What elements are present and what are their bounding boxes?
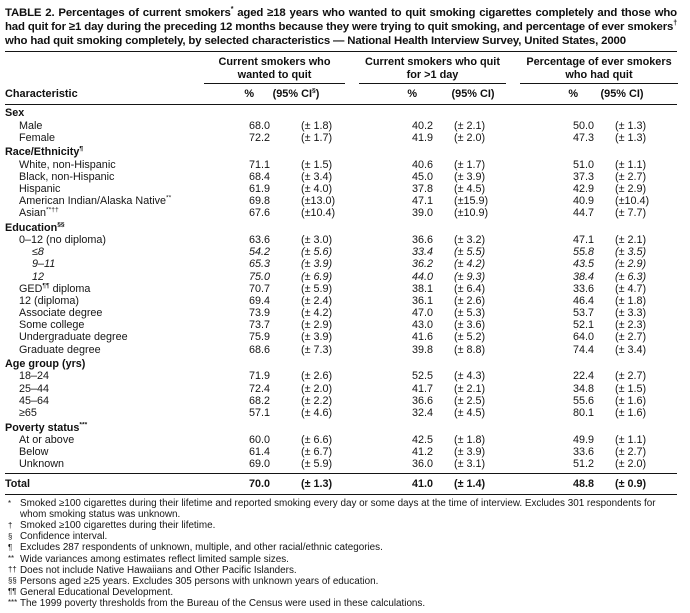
ci-value: (± 2.2) [301, 394, 333, 407]
percent-value: 70.7 [248, 282, 270, 295]
footnote-text: General Educational Development. [20, 586, 174, 598]
ci-value: (± 3.9) [454, 445, 486, 458]
pct-column-header-3: % [568, 87, 578, 100]
ci-value: (±10.9) [454, 207, 489, 220]
ci-value: (± 2.7) [615, 331, 647, 344]
row-label: Race/Ethnicity¶ [5, 145, 84, 159]
percent-value: 33.6 [572, 282, 594, 295]
ci-value: (± 4.0) [301, 182, 333, 195]
column-subheader-row [5, 84, 677, 104]
percent-value: 38.4 [572, 270, 594, 283]
percent-value: 36.2 [411, 258, 433, 271]
percent-value: 72.4 [248, 382, 270, 395]
percent-value: 41.2 [411, 445, 433, 458]
percent-value: 51.0 [572, 158, 594, 171]
ci-value: (± 2.0) [615, 458, 647, 471]
footnote-text: The 1999 poverty thresholds from the Bureau of the Census were used in these calculations. [20, 597, 426, 609]
percent-value: 49.9 [572, 433, 594, 446]
ci-value: (±10.4) [301, 207, 336, 220]
ci-value: (± 2.6) [454, 294, 486, 307]
ci-value: (± 9.3) [454, 270, 486, 283]
percent-value: 40.2 [411, 119, 433, 132]
ci-value: (± 4.5) [454, 182, 486, 195]
footnote [5, 554, 677, 565]
row-label: Female [19, 131, 56, 144]
row-label: Male [19, 119, 43, 132]
table-row [5, 395, 677, 407]
table-row [5, 295, 677, 307]
percent-value: 74.4 [572, 343, 594, 356]
percent-value: 39.0 [411, 207, 433, 220]
table-row [5, 446, 677, 458]
ci-value: (± 2.7) [615, 370, 647, 383]
footnote [5, 498, 677, 520]
ci-value: (± 2.7) [615, 445, 647, 458]
percent-value: 36.0 [411, 458, 433, 471]
ci-value: (± 1.5) [301, 158, 333, 171]
row-label: 45–64 [19, 394, 50, 407]
percent-value: 41.7 [411, 382, 433, 395]
ci-value: (± 2.3) [615, 319, 647, 332]
pct-column-header-1: % [244, 87, 254, 100]
footnote-text: Smoked ≥100 cigarettes during their lifetime and reported smoking every day or some days at the time of interview. Excludes 301 respondents for whom smoking status was unknown. [20, 498, 656, 521]
ci-value: (± 1.6) [615, 406, 647, 419]
table-row [5, 307, 677, 319]
percent-value: 41.0 [411, 477, 433, 490]
percent-value: 68.6 [248, 343, 270, 356]
percent-value: 40.6 [411, 158, 433, 171]
percent-value: 61.9 [248, 182, 270, 195]
footnote [5, 576, 677, 587]
row-label: ≤8 [32, 246, 44, 259]
percent-value: 65.3 [248, 258, 270, 271]
ci-value: (± 2.0) [454, 131, 486, 144]
ci-value: (± 1.3) [615, 131, 647, 144]
percent-value: 38.1 [411, 282, 433, 295]
percent-value: 71.9 [248, 370, 270, 383]
footnotes [5, 498, 677, 609]
section-row [5, 144, 677, 159]
footnote [5, 542, 677, 553]
footnote-text: Persons aged ≥25 years. Excludes 305 persons with unknown years of education. [20, 575, 379, 587]
row-label: Total [5, 477, 30, 490]
ci-value: (± 3.4) [301, 170, 333, 183]
percent-value: 67.6 [248, 207, 270, 220]
ci-column-header-3: (95% CI) [600, 87, 644, 100]
percent-value: 47.0 [411, 307, 433, 320]
percent-value: 45.0 [411, 170, 433, 183]
row-label: ≥65 [19, 406, 37, 419]
ci-value: (± 3.0) [301, 234, 333, 247]
table-top-rule [5, 51, 677, 52]
ci-value: (± 2.7) [615, 170, 647, 183]
table-title: TABLE 2. Percentages of current smokers* aged ≥18 years who wanted to quit smoking cigarettes completely and those who had quit for ≥1 day during the preceding 12 months because they were trying to quit smoking, and percentage of ever smokers† who had quit smoking completely, by selected characteristics — National Health Interview Survey, United States, 2000 [5, 6, 678, 47]
row-label: Asian**†† [19, 206, 59, 220]
ci-value: (± 5.3) [454, 307, 486, 320]
ci-value: (± 3.5) [615, 246, 647, 259]
ci-value: (± 3.2) [454, 234, 486, 247]
table-row [5, 407, 677, 419]
footnote-marker: ¶ [8, 542, 13, 552]
row-label: Black, non-Hispanic [19, 170, 115, 183]
row-label: 18–24 [19, 370, 50, 383]
ci-value: (± 1.5) [615, 382, 647, 395]
ci-value: (± 2.1) [454, 119, 486, 132]
ci-value: (± 1.3) [615, 119, 647, 132]
characteristic-column-header: Characteristic [5, 87, 78, 100]
ci-value: (± 5.6) [301, 246, 333, 259]
percent-value: 40.9 [572, 195, 594, 208]
percent-value: 61.4 [248, 445, 270, 458]
percent-value: 68.2 [248, 394, 270, 407]
ci-value: (± 5.9) [301, 282, 333, 295]
ci-value: (± 1.8) [454, 433, 486, 446]
percent-value: 73.9 [248, 307, 270, 320]
table-row [5, 195, 677, 207]
ci-value: (± 3.4) [615, 343, 647, 356]
column-group-ever-smokers-quit: Percentage of ever smokers who had quit [520, 56, 678, 83]
table-row [5, 132, 677, 144]
table-row [5, 283, 677, 295]
percent-value: 36.6 [411, 394, 433, 407]
table-row [5, 434, 677, 446]
percent-value: 80.1 [572, 406, 594, 419]
ci-value: (± 3.9) [301, 331, 333, 344]
percent-value: 63.6 [248, 234, 270, 247]
percent-value: 42.9 [572, 182, 594, 195]
column-group-wanted-to-quit: Current smokers who wanted to quit [204, 56, 345, 83]
percent-value: 52.1 [572, 319, 594, 332]
percent-value: 69.4 [248, 294, 270, 307]
percent-value: 52.5 [411, 370, 433, 383]
ci-value: (± 4.2) [454, 258, 486, 271]
ci-value: (±15.9) [454, 195, 489, 208]
row-label: Undergraduate degree [19, 331, 128, 344]
row-label: Unknown [19, 458, 65, 471]
section-row [5, 356, 677, 371]
percent-value: 47.1 [572, 234, 594, 247]
ci-value: (± 2.1) [454, 382, 486, 395]
table-row [5, 246, 677, 258]
row-label: 25–44 [19, 382, 50, 395]
footnote-marker: *** [8, 598, 18, 608]
ci-value: (± 5.2) [454, 331, 486, 344]
row-label: Age group (yrs) [5, 358, 86, 371]
row-label: 0–12 (no diploma) [19, 234, 107, 247]
table-row [5, 120, 677, 132]
ci-value: (± 4.5) [454, 406, 486, 419]
row-label: Below [19, 445, 49, 458]
ci-value: (± 1.1) [615, 433, 647, 446]
footnote [5, 520, 677, 531]
ci-value: (±10.4) [615, 195, 650, 208]
column-group-row [5, 56, 677, 83]
footnote [5, 565, 677, 576]
ci-column-header-2: (95% CI) [451, 87, 495, 100]
ci-value: (± 2.4) [301, 294, 333, 307]
percent-value: 37.8 [411, 182, 433, 195]
section-row [5, 219, 677, 234]
footnote-text: Smoked ≥100 cigarettes during their lifetime. [20, 520, 216, 532]
percent-value: 44.0 [411, 270, 433, 283]
percent-value: 60.0 [248, 433, 270, 446]
footnote [5, 598, 677, 609]
ci-value: (± 5.5) [454, 246, 486, 259]
footnote-marker: * [8, 498, 12, 508]
table-row [5, 234, 677, 246]
table-row [5, 383, 677, 395]
ci-value: (± 2.0) [301, 382, 333, 395]
ci-value: (± 5.9) [301, 458, 333, 471]
row-label: 12 (diploma) [19, 294, 80, 307]
ci-value: (±13.0) [301, 195, 336, 208]
section-row [5, 105, 677, 120]
row-label: Associate degree [19, 307, 103, 320]
ci-value: (± 1.4) [454, 477, 486, 490]
table-row [5, 319, 677, 331]
row-label: American Indian/Alaska Native** [19, 194, 172, 208]
table-row [5, 159, 677, 171]
ci-value: (± 1.1) [615, 158, 647, 171]
section-row [5, 419, 677, 434]
column-group-quit-1-day: Current smokers who quit for >1 day [359, 56, 506, 83]
ci-value: (± 2.9) [615, 182, 647, 195]
percent-value: 51.2 [572, 458, 594, 471]
ci-value: (± 3.9) [301, 258, 333, 271]
percent-value: 36.1 [411, 294, 433, 307]
ci-value: (± 2.6) [301, 370, 333, 383]
table-header [5, 56, 677, 103]
table-row [5, 344, 677, 356]
percent-value: 43.0 [411, 319, 433, 332]
percent-value: 50.0 [572, 119, 594, 132]
footnote [5, 587, 677, 598]
percent-value: 55.6 [572, 394, 594, 407]
percent-value: 42.5 [411, 433, 433, 446]
percent-value: 71.1 [248, 158, 270, 171]
footnote-marker: ¶¶ [8, 587, 17, 597]
percent-value: 41.6 [411, 331, 433, 344]
ci-value: (± 4.3) [454, 370, 486, 383]
percent-value: 34.8 [572, 382, 594, 395]
percent-value: 36.6 [411, 234, 433, 247]
footnote [5, 531, 677, 542]
ci-value: (± 6.9) [301, 270, 333, 283]
row-label: GED¶¶ diploma [19, 282, 91, 295]
table-row [5, 331, 677, 343]
row-label: White, non-Hispanic [19, 158, 116, 171]
footnote-text: Confidence interval. [20, 531, 108, 543]
table-row [5, 207, 677, 219]
footnote-marker: § [8, 531, 13, 541]
table-row [5, 370, 677, 382]
percent-value: 37.3 [572, 170, 594, 183]
ci-value: (± 4.2) [301, 307, 333, 320]
ci-value: (± 8.8) [454, 343, 486, 356]
table-body [5, 105, 677, 495]
pct-column-header-2: % [407, 87, 417, 100]
percent-value: 73.7 [248, 319, 270, 332]
ci-value: (± 3.6) [454, 319, 486, 332]
row-label: Education§§ [5, 221, 65, 234]
ci-value: (± 4.6) [301, 406, 333, 419]
percent-value: 39.8 [411, 343, 433, 356]
table-row [5, 183, 677, 195]
ci-value: (± 2.1) [615, 234, 647, 247]
table-row [5, 271, 677, 283]
footnote-text: Does not include Native Hawaiians and Other Pacific Islanders. [20, 564, 297, 576]
ci-value: (± 1.7) [454, 158, 486, 171]
footnote-text: Excludes 287 respondents of unknown, multiple, and other racial/ethnic categories. [20, 542, 383, 554]
row-label: Some college [19, 319, 85, 332]
percent-value: 70.0 [248, 477, 270, 490]
ci-value: (± 4.7) [615, 282, 647, 295]
percent-value: 46.4 [572, 294, 594, 307]
ci-value: (± 6.4) [454, 282, 486, 295]
percent-value: 33.6 [572, 445, 594, 458]
ci-value: (± 3.9) [454, 170, 486, 183]
row-label: Hispanic [19, 182, 61, 195]
percent-value: 44.7 [572, 207, 594, 220]
percent-value: 57.1 [248, 406, 270, 419]
ci-column-header-1: (95% CI§) [272, 87, 320, 100]
percent-value: 55.8 [572, 246, 594, 259]
percent-value: 64.0 [572, 331, 594, 344]
ci-value: (± 0.9) [615, 477, 647, 490]
table-row [5, 171, 677, 183]
percent-value: 69.8 [248, 195, 270, 208]
ci-value: (± 6.6) [301, 433, 333, 446]
total-row [5, 473, 677, 495]
percent-value: 69.0 [248, 458, 270, 471]
footnote-marker: ** [8, 554, 15, 564]
ci-value: (± 1.7) [301, 131, 333, 144]
percent-value: 75.0 [248, 270, 270, 283]
ci-value: (± 7.3) [301, 343, 333, 356]
percent-value: 53.7 [572, 307, 594, 320]
ci-value: (± 2.9) [615, 258, 647, 271]
percent-value: 75.9 [248, 331, 270, 344]
table-row [5, 458, 677, 470]
percent-value: 72.2 [248, 131, 270, 144]
row-label: Poverty status*** [5, 421, 88, 434]
footnote-text: Wide variances among estimates reflect limited sample sizes. [20, 553, 289, 565]
ci-value: (± 3.1) [454, 458, 486, 471]
ci-value: (± 2.5) [454, 394, 486, 407]
percent-value: 43.5 [572, 258, 594, 271]
footnote-marker: † [8, 520, 13, 530]
row-label: 12 [32, 270, 45, 283]
row-label: 9–11 [32, 258, 56, 271]
percent-value: 68.0 [248, 119, 270, 132]
ci-value: (± 2.9) [301, 319, 333, 332]
ci-value: (± 6.7) [301, 445, 333, 458]
row-label: Sex [5, 107, 25, 120]
footnote-marker: †† [8, 565, 17, 575]
ci-value: (± 1.8) [615, 294, 647, 307]
ci-value: (± 1.3) [301, 477, 333, 490]
table-row [5, 258, 677, 270]
percent-value: 32.4 [411, 406, 433, 419]
ci-value: (± 3.3) [615, 307, 647, 320]
ci-value: (± 7.7) [615, 207, 647, 220]
percent-value: 41.9 [411, 131, 433, 144]
percent-value: 47.1 [411, 195, 433, 208]
footnote-marker: §§ [8, 576, 17, 586]
row-label: Graduate degree [19, 343, 101, 356]
percent-value: 68.4 [248, 170, 270, 183]
percent-value: 47.3 [572, 131, 594, 144]
row-label: At or above [19, 433, 75, 446]
ci-value: (± 1.6) [615, 394, 647, 407]
ci-value: (± 6.3) [615, 270, 647, 283]
ci-value: (± 1.8) [301, 119, 333, 132]
percent-value: 33.4 [411, 246, 433, 259]
percent-value: 54.2 [248, 246, 270, 259]
percent-value: 22.4 [572, 370, 594, 383]
percent-value: 48.8 [572, 477, 594, 490]
